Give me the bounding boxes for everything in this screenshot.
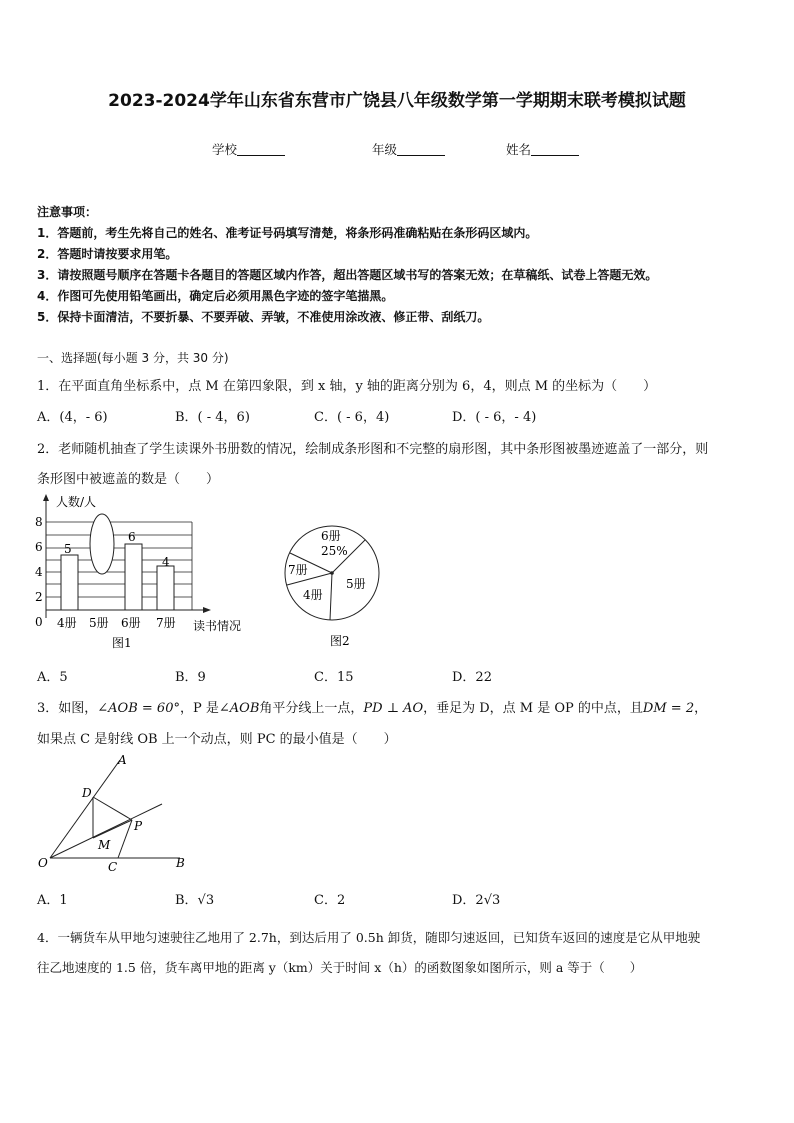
q3-dm-expr: DM = 2 bbox=[642, 701, 695, 716]
school-blank bbox=[237, 143, 285, 156]
q3-option-c: C．2 bbox=[314, 893, 346, 908]
pie-slice-label: 6册 bbox=[321, 529, 341, 543]
label-point-c: C bbox=[108, 860, 118, 874]
q3-option-d: D．2√3 bbox=[452, 893, 501, 908]
question-3-line-1 bbox=[37, 697, 707, 716]
q2-option-a: A．5 bbox=[37, 670, 68, 685]
question-2-line-2: 条形图中被遮盖的数是（ ） bbox=[37, 472, 220, 487]
y-axis-arrow bbox=[43, 494, 49, 501]
label-point-a: A bbox=[118, 753, 127, 767]
pie-slice-label: 4册 bbox=[303, 588, 323, 602]
notes-heading: 注意事项： bbox=[37, 205, 98, 219]
label-point-o: O bbox=[38, 856, 48, 870]
bar-data-label: 5 bbox=[64, 542, 72, 556]
q3-text-part: 3．如图， bbox=[37, 701, 98, 716]
bar-data-label: 4 bbox=[162, 555, 170, 569]
figure-1-caption: 图1 bbox=[112, 636, 132, 650]
q2-option-c: C．15 bbox=[314, 670, 354, 685]
bar-7册 bbox=[157, 566, 174, 610]
y-tick-label: 2 bbox=[35, 590, 43, 604]
section-heading: 一、选择题(每小题 3 分，共 30 分) bbox=[37, 351, 229, 365]
y-tick-label: 8 bbox=[35, 515, 43, 529]
pie-slice-percent: 25% bbox=[321, 544, 348, 558]
note-item: 4．作图可先使用铅笔画出，确定后必须用黑色字迹的签字笔描黑。 bbox=[37, 289, 394, 303]
label-point-m: M bbox=[98, 838, 111, 852]
x-axis-arrow bbox=[203, 607, 211, 613]
q3-perp-expr: PD ⊥ AO bbox=[363, 701, 424, 716]
question-2-line-1: 2．老师随机抽查了学生读课外书册数的情况，绘制成条形图和不完整的扇形图，其中条形图被墨迹遮盖了一部分，则 bbox=[37, 442, 709, 457]
question-4-line-1: 4．一辆货车从甲地匀速驶往乙地用了 2.7h，到达后用了 0.5h 卸货，随即匀速返回，已知货车返回的速度是它从甲地驶 bbox=[37, 930, 701, 945]
x-tick-label: 4册 bbox=[57, 616, 77, 630]
grade-field bbox=[372, 140, 445, 158]
label-point-b: B bbox=[176, 856, 185, 870]
q3-option-b: B．√3 bbox=[175, 893, 215, 908]
note-item: 3．请按照题号顺序在答题卡各题目的答题区域内作答，超出答题区域书写的答案无效；在草稿纸、试卷上答题无效。 bbox=[37, 268, 658, 282]
grade-blank bbox=[397, 143, 445, 156]
q1-option-c: C．( - 6，4) bbox=[314, 410, 390, 425]
x-tick-label: 6册 bbox=[121, 616, 141, 630]
x-tick-label: 7册 bbox=[156, 616, 176, 630]
x-axis-label: 读书情况 bbox=[193, 619, 242, 633]
geometry-lines bbox=[50, 760, 180, 858]
name-field bbox=[506, 140, 579, 158]
q3-option-a: A．1 bbox=[37, 893, 68, 908]
y-tick-label: 6 bbox=[35, 540, 43, 554]
bar-4册 bbox=[61, 555, 78, 610]
question-3-line-2: 如果点 C 是射线 OB 上一个动点，则 PC 的最小值是（ ） bbox=[37, 732, 397, 747]
note-item: 5．保持卡面清洁，不要折暴、不要弄破、弄皱，不准使用涂改液、修正带、刮纸刀。 bbox=[37, 310, 490, 324]
pie-slice-label: 7册 bbox=[288, 563, 308, 577]
pie-center-dot bbox=[330, 571, 334, 575]
question-1-text: 1．在平面直角坐标系中，点 M 在第四象限，到 x 轴，y 轴的距离分别为 6，4，则点 M 的坐标为（ ） bbox=[37, 379, 657, 394]
bar-6册 bbox=[125, 544, 142, 610]
ink-blot-ellipse bbox=[90, 514, 114, 574]
x-tick-label: 5册 bbox=[89, 616, 109, 630]
pie-chart-figure-2 bbox=[272, 518, 392, 653]
q3-text-part: ， bbox=[694, 701, 708, 716]
q3-text-part: ，垂足为 D，点 M 是 OP 的中点，且 bbox=[423, 701, 643, 716]
q2-option-d: D．22 bbox=[452, 670, 492, 685]
grade-label: 年级 bbox=[372, 142, 398, 157]
q1-option-d: D．( - 6，- 4) bbox=[452, 410, 537, 425]
geometry-figure-3 bbox=[30, 752, 200, 877]
school-field bbox=[212, 140, 285, 158]
bar-data-label: 6 bbox=[128, 530, 136, 544]
pie-slice-label: 5册 bbox=[346, 577, 366, 591]
chart-bars bbox=[61, 544, 174, 610]
q1-option-b: B．( - 4，6) bbox=[175, 410, 250, 425]
school-label: 学校 bbox=[212, 142, 238, 157]
q2-option-b: B．9 bbox=[175, 670, 206, 685]
note-item: 2．答题时请按要求用笔。 bbox=[37, 247, 178, 261]
q3-text-part: ，P 是 bbox=[179, 701, 219, 716]
page-title: 2023-2024学年山东省东营市广饶县八年级数学第一学期期末联考模拟试题 bbox=[108, 91, 686, 111]
figure-2-caption: 图2 bbox=[330, 634, 350, 648]
note-item: 1．答题前，考生先将自己的姓名、准考证号码填写清楚，将条形码准确粘贴在条形码区域内。 bbox=[37, 226, 538, 240]
label-point-p: P bbox=[134, 819, 143, 833]
question-4-line-2: 往乙地速度的 1.5 倍，货车离甲地的距离 y（km）关于时间 x（h）的函数图象如图所示，则 a 等于（ ） bbox=[37, 960, 643, 975]
y-axis-label: 人数/人 bbox=[56, 495, 97, 509]
label-point-d: D bbox=[82, 786, 92, 800]
y-tick-label: 4 bbox=[35, 565, 43, 579]
q1-option-a: A．(4，- 6) bbox=[37, 410, 108, 425]
name-blank bbox=[531, 143, 579, 156]
q3-text-part: 角平分线上一点， bbox=[259, 701, 364, 716]
bar-chart-figure-1 bbox=[30, 492, 260, 657]
y-tick-label: 0 bbox=[35, 615, 43, 629]
q3-angle-expr: ∠AOB bbox=[218, 701, 260, 716]
name-label: 姓名 bbox=[506, 142, 532, 157]
q3-angle-expr: ∠AOB = 60° bbox=[97, 701, 180, 716]
